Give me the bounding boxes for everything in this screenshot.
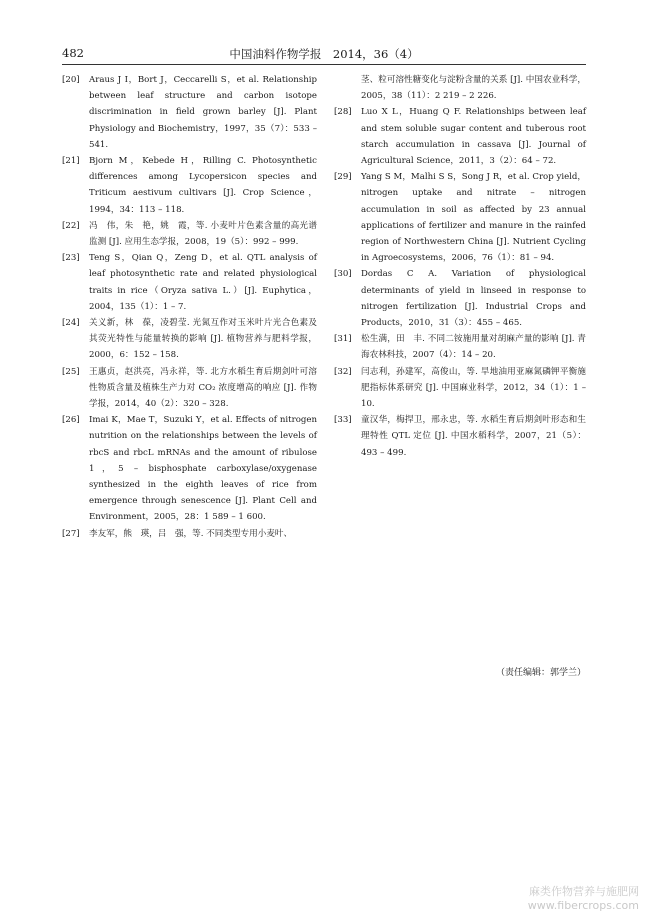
- left-column: [62, 72, 317, 542]
- reference-item: [334, 169, 586, 266]
- reference-item: [62, 412, 317, 525]
- reference-text: Dordas C A. Variation of physiological determinants of yield in linseed in response to nitrogen fertilization [J]. Industrial Crops and Products，2010，31（3）：455 – 465.: [361, 269, 586, 329]
- journal-title: 中国油料作物学报 2014，36（4）: [229, 47, 419, 61]
- header-rule: [62, 64, 586, 65]
- reference-number: [22]: [62, 220, 80, 231]
- reference-number: [23]: [62, 253, 80, 264]
- reference-item: [334, 266, 586, 331]
- page-header: [62, 44, 586, 64]
- reference-item: [62, 218, 317, 250]
- reference-text: 关义新，林 葆，凌碧莹. 光氮互作对玉米叶片光合色素及其荧光特性与能量转换的影响 [J]. 植物营养与肥料学报，2000，6：152 – 158.: [89, 318, 317, 361]
- reference-number: [32]: [334, 366, 352, 377]
- reference-item: [334, 412, 586, 461]
- reference-item: [62, 526, 317, 542]
- reference-item: [334, 364, 586, 413]
- reference-item: [62, 153, 317, 218]
- reference-text: Teng S，Qian Q，Zeng D，et al. QTL analysis of leaf photosynthetic rate and related physiological traits in rice（Oryza sativa L.）[J]. Euphytica，2004，135（1）：1 – 7.: [89, 253, 317, 312]
- reference-text: Luo X L，Huang Q F. Relationships between leaf and stem soluble sugar content and tuberous root starch accumulation in cassava [J]. Journal of Agricultural Science，2011，3（2）：64 – 72.: [361, 107, 586, 167]
- reference-number: [26]: [62, 415, 80, 426]
- watermark-line: 麻类作物营养与施肥网: [529, 885, 639, 898]
- right-column: [334, 72, 586, 461]
- reference-text: Yang S M，Malhi S S，Song J R，et al. Crop yield，nitrogen uptake and nitrate – nitrogen accumulation in soil as affected by 23 annual applications of fertilizer and manure in the rainfed region of Northwestern China [J]. Nutrient Cycling in Agroecosystems，2006，76（1）：81 – 94.: [361, 172, 586, 264]
- reference-item: [62, 315, 317, 364]
- reference-item: [62, 364, 317, 413]
- reference-text: 冯 伟，朱 艳，姚 霞，等. 小麦叶片色素含量的高光谱监测 [J]. 应用生态学报，2008，19（5）：992 – 999.: [89, 220, 317, 248]
- reference-item: [62, 72, 317, 153]
- reference-item: [62, 250, 317, 315]
- reference-number: [27]: [62, 528, 80, 539]
- reference-number: [24]: [62, 318, 80, 329]
- reference-continuation: 茎、粒可溶性糖变化与淀粉含量的关系 [J]. 中国农业科学，2005，38（11）：2 219 – 2 226.: [361, 75, 586, 102]
- reference-text: 童汉华，梅捍卫，邢永忠，等. 水稻生育后期剑叶形态和生理特性 QTL 定位 [J]. 中国水稻科学，2007，21（5）：493 – 499.: [361, 415, 586, 458]
- reference-text: 王惠贞，赵洪亮，冯永祥，等. 北方水稻生育后期剑叶可溶性物质含量及植株生产力对 CO₂ 浓度增高的响应 [J]. 作物学报，2014，40（2）：320 – 328.: [89, 366, 317, 410]
- reference-number: [28]: [334, 107, 352, 118]
- reference-text: 松生满，田 丰. 不同二铵施用量对胡麻产量的影响 [J]. 青海农林科技，2007（4）：14 – 20.: [361, 334, 586, 361]
- watermark: [528, 885, 639, 913]
- reference-text: 李友军，熊 瑛，吕 强，等. 不同类型专用小麦叶、: [89, 528, 293, 539]
- reference-item: [334, 331, 586, 363]
- reference-number: [29]: [334, 172, 352, 183]
- reference-item: [334, 104, 586, 169]
- reference-text: Bjorn M，Kebede H，Rilling C. Photosynthetic differences among Lycopersicon species and Triticum aestivum cultivars [J]. Crop Science，1994，34：113 – 118.: [89, 156, 317, 215]
- reference-text: Araus J I，Bort J，Ceccarelli S，et al. Relationship between leaf structure and carbon isotope discrimination in field grown barley [J]. Plant Physiology and Biochemistry，1997，35（7）：533 – 541.: [89, 75, 317, 150]
- reference-text: 闫志利，孙建军，高俊山，等. 旱地油用亚麻氮磷钾平衡施肥指标体系研究 [J]. 中国麻业科学，2012，34（1）：1 – 10.: [361, 366, 586, 410]
- reference-number: [25]: [62, 366, 80, 377]
- watermark-line: www.fibercrops.com: [527, 899, 639, 912]
- reference-number: [30]: [334, 269, 352, 280]
- reference-number: [33]: [334, 415, 352, 426]
- reference-number: [21]: [62, 156, 80, 167]
- editor-note: （责任编辑：郭学兰）: [495, 668, 586, 678]
- page-number: 482: [62, 46, 84, 60]
- reference-number: [20]: [62, 75, 80, 85]
- reference-text: Imai K，Mae T，Suzuki Y，et al. Effects of nitrogen nutrition on the relationships between the levels of rbcS and rbcL mRNAs and the amount of ribulose 1，5 – bisphosphate carboxylase/oxygenase synthesized in the eighth leaves of rice from emergence through senescence [J]. Plant Cell and Environment，2005，28：1 589 – 1 600.: [89, 415, 317, 523]
- reference-number: [31]: [334, 334, 352, 345]
